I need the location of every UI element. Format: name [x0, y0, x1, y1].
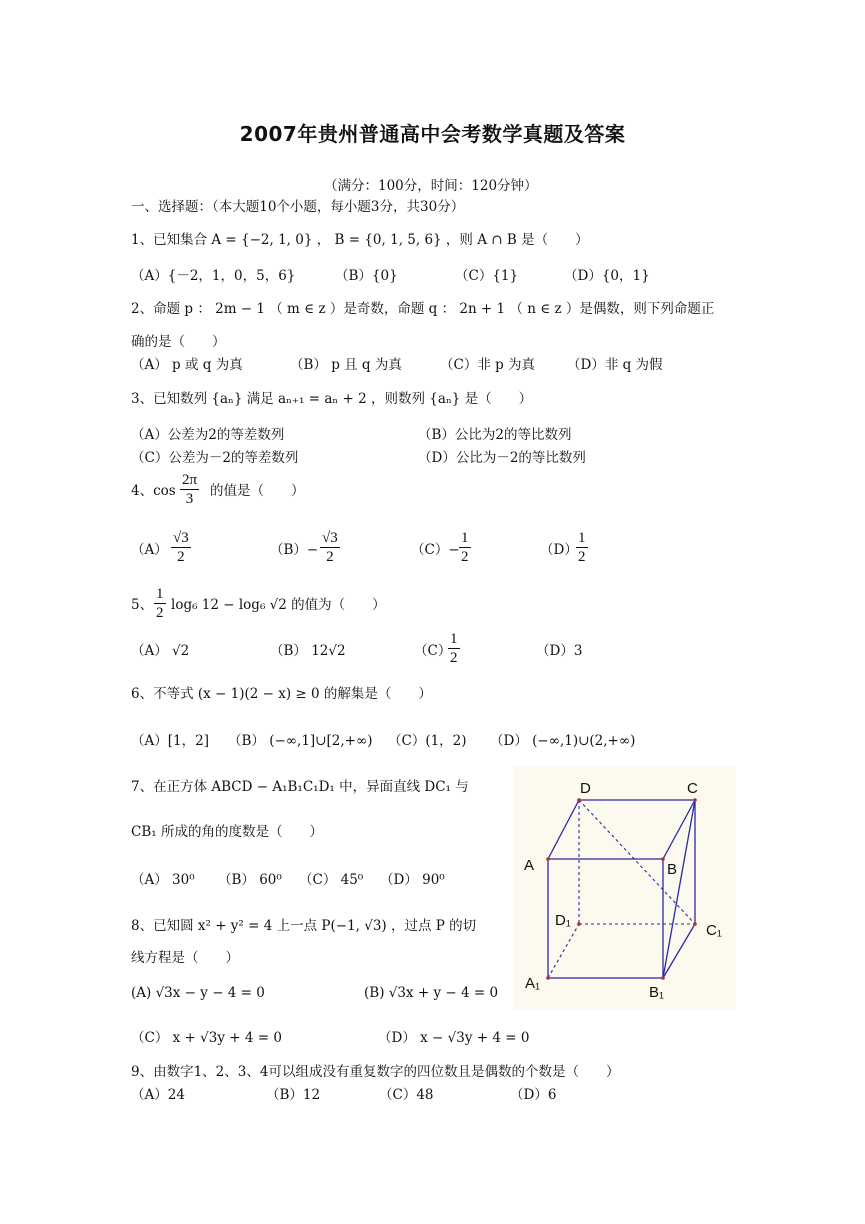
question-6: 6、不等式 (x − 1)(2 − x) ≥ 0 的解集是（ ） [131, 686, 432, 702]
q7-option-c: （C） 45⁰ [299, 872, 364, 888]
question-4-prefix: 4、cos [131, 483, 176, 499]
label-A1: A₁ [525, 975, 541, 992]
q5-option-d: （D）3 [536, 643, 583, 659]
question-5-suffix: log₆ 12 − log₆ √2 的值为（ ） [171, 597, 386, 613]
q4-fraction-den: 3 [185, 491, 194, 507]
q9-option-c: （C）48 [379, 1087, 434, 1103]
label-C: C [687, 780, 698, 797]
q5-option-c-label: （C） [414, 643, 452, 659]
q4-option-b-fraction [320, 529, 340, 566]
q3-option-b: （B）公比为2的等比数列 [418, 427, 572, 443]
q4-option-d-label: （D） [540, 542, 578, 558]
q3-option-c: （C）公差为－2的等差数列 [131, 450, 299, 466]
q5-option-b: （B） 12√2 [270, 643, 346, 659]
q9-option-a: （A）24 [131, 1087, 185, 1103]
q5-fraction [154, 585, 166, 622]
q5-c-den: 2 [450, 650, 458, 666]
question-8-line2: 线方程是（ ） [131, 950, 239, 966]
q6-option-d: （D） (−∞,1)∪(2,+∞) [490, 733, 636, 749]
question-4-suffix: 的值是（ ） [210, 483, 305, 499]
q5-fraction-den: 2 [156, 605, 164, 621]
q4-option-a-fraction [171, 529, 191, 566]
q4-a-den: 2 [177, 549, 185, 565]
question-7-line2: CB₁ 所成的角的度数是（ ） [131, 824, 323, 840]
q4-option-b-label: （B）− [270, 542, 319, 558]
exam-meta: （满分：100分，时间：120分钟） [324, 178, 538, 194]
q4-a-num: √3 [173, 530, 189, 546]
q8-option-c: （C） x + √3y + 4 = 0 [131, 1030, 282, 1046]
label-D1: D₁ [555, 912, 571, 929]
question-3: 3、已知数列 {aₙ} 满足 aₙ₊₁ = aₙ + 2 ，则数列 {aₙ} 是（ ） [131, 391, 533, 407]
q5-c-num: 1 [450, 631, 458, 647]
q5-option-a: （A） √2 [131, 643, 190, 659]
q8-option-b: (B) √3x + y − 4 = 0 [364, 985, 499, 1001]
q7-option-a: （A） 30⁰ [131, 872, 195, 888]
q6-option-b: （B） (−∞,1]∪[2,+∞) [228, 733, 373, 749]
cube-diagram [513, 766, 736, 1010]
label-A: A [524, 857, 535, 874]
question-9: 9、由数字1、2、3、4可以组成没有重复数字的四位数且是偶数的个数是（ ） [131, 1064, 620, 1080]
q4-option-c-label: （C）− [411, 542, 460, 558]
section-heading: 一、选择题：（本大题10个小题，每小题3分，共30分） [131, 199, 465, 215]
question-2-line1: 2、命题 p ： 2m − 1 （ m ∈ z ）是奇数，命题 q ： 2n + 1 （ n ∈ z ）是偶数，则下列命题正 [131, 301, 715, 317]
q4-option-d-fraction [576, 529, 588, 566]
q4-option-c-fraction [459, 529, 471, 566]
q4-c-num: 1 [461, 530, 469, 546]
q8-option-d: （D） x − √3y + 4 = 0 [378, 1030, 530, 1046]
q2-option-d: （D）非 q 为假 [567, 357, 663, 373]
q1-option-d: （D）{0，1} [564, 268, 650, 284]
q3-option-a: （A）公差为2的等差数列 [131, 427, 285, 443]
question-1: 1、已知集合 A = {−2, 1, 0} ， B = {0, 1, 5, 6} ，则 A ∩ B 是（ ） [131, 232, 589, 248]
label-C1: C₁ [706, 922, 722, 939]
question-8-line1: 8、已知圆 x² + y² = 4 上一点 P(−1, √3) ，过点 P 的切 [131, 918, 477, 934]
q4-fraction [180, 471, 199, 508]
q7-option-d: （D） 90⁰ [380, 872, 445, 888]
q4-fraction-num: 2π [182, 472, 198, 488]
q6-option-a: （A）[1，2] [131, 733, 209, 749]
q2-option-a: （A） p 或 q 为真 [131, 357, 243, 373]
q6-option-c: （C）(1，2) [388, 733, 467, 749]
q2-option-c: （C）非 p 为真 [440, 357, 536, 373]
q3-option-d: （D）公比为－2的等比数列 [418, 450, 586, 466]
q4-b-den: 2 [326, 549, 334, 565]
q4-b-num: √3 [322, 530, 338, 546]
question-7-line1: 7、在正方体 ABCD − A₁B₁C₁D₁ 中，异面直线 DC₁ 与 [131, 779, 469, 795]
q2-option-b: （B） p 且 q 为真 [290, 357, 402, 373]
question-2-line2: 确的是（ ） [131, 334, 226, 350]
q5-option-c-fraction [448, 630, 460, 667]
q4-c-den: 2 [461, 549, 469, 565]
q4-d-num: 1 [578, 530, 586, 546]
label-B: B [667, 861, 678, 878]
q8-option-a: (A) √3x − y − 4 = 0 [131, 985, 265, 1001]
q1-option-b: （B）{0} [335, 268, 398, 284]
cube-figure [513, 766, 736, 1010]
q4-option-a-label: （A） [131, 542, 168, 558]
label-D: D [580, 780, 591, 797]
q9-option-d: （D）6 [510, 1087, 557, 1103]
question-5-prefix: 5、 [131, 597, 154, 613]
label-B1: B₁ [649, 984, 665, 1001]
q7-option-b: （B） 60⁰ [218, 872, 282, 888]
q9-option-b: （B）12 [266, 1087, 321, 1103]
q5-fraction-num: 1 [156, 586, 164, 602]
page-title: 2007年贵州普通高中会考数学真题及答案 [239, 122, 626, 146]
q1-option-a: （A）{－2，1，0，5，6} [131, 268, 296, 284]
q4-d-den: 2 [578, 549, 586, 565]
q1-option-c: （C）{1} [455, 268, 519, 284]
